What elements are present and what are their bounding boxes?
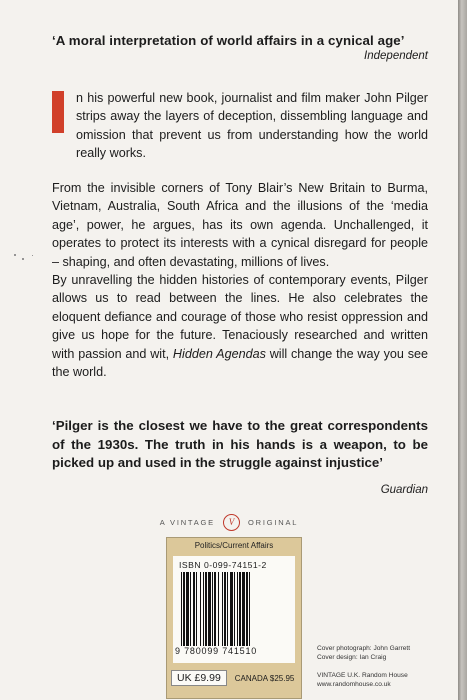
page-edge — [458, 0, 467, 700]
bottom-review-quote: ‘Pilger is the closest we have to the great correspondents of the 1930s. The truth in his hands is a weapon, to be picked up and used in the struggle against injustice’ — [52, 418, 428, 471]
imprint-left: A VINTAGE — [159, 517, 215, 527]
barcode-bar — [237, 572, 238, 646]
barcode-bar — [230, 572, 233, 646]
barcode-digits: 9 780099 741510 — [175, 646, 258, 656]
blurb-paragraph-1: n his powerful new book, journalist and film maker John Pilger strips away the layers of deception, dissembling language and omission that prevent us from understanding how the world really works. — [76, 91, 428, 161]
barcode-bar — [227, 572, 228, 646]
isbn-number: ISBN 0-099-74151-2 — [179, 560, 267, 570]
barcode-bar — [234, 572, 235, 646]
credit-publisher: VINTAGE U.K. Random House — [317, 672, 408, 680]
blurb-paragraph-3 — [52, 271, 428, 381]
barcode-bar — [214, 572, 216, 646]
book-title: Hidden Agendas — [172, 346, 266, 361]
top-quote-source: Independent — [364, 50, 428, 62]
barcode-bar — [242, 572, 245, 646]
price-row — [171, 669, 297, 687]
credit-design: Cover design: Ian Craig — [317, 653, 387, 661]
barcode-bar — [224, 572, 226, 646]
barcode-panel — [173, 556, 295, 663]
barcode-bar — [183, 572, 185, 646]
barcode-label — [166, 537, 302, 699]
price-uk: UK £9.99 — [171, 670, 227, 686]
barcode-bar — [218, 572, 219, 646]
barcode-bar — [200, 572, 201, 646]
barcode-bar — [222, 572, 223, 646]
barcode-bar — [212, 572, 213, 646]
blurb-paragraph-3-end: will change the way you see the world. — [52, 346, 429, 380]
barcode-bar — [186, 572, 189, 646]
imprint-right: ORIGINAL — [248, 517, 299, 527]
barcode-bar — [190, 572, 191, 646]
credit-photo: Cover photograph: John Garrett — [317, 645, 411, 652]
credits-spacer — [317, 662, 457, 672]
category-label: Politics/Current Affairs — [194, 541, 274, 550]
barcode-bar — [239, 572, 241, 646]
barcode-bar — [208, 572, 211, 646]
vintage-logo-icon: V — [223, 514, 240, 531]
print-speck — [22, 258, 24, 260]
top-quote-text: ‘A moral interpretation of world affairs in a cynical age’ — [52, 33, 405, 48]
barcode-bar — [246, 572, 248, 646]
vintage-imprint — [0, 512, 458, 532]
cover-credits — [317, 645, 457, 689]
print-speck — [32, 255, 33, 256]
barcode-bar — [205, 572, 207, 646]
barcode-bar — [181, 572, 182, 646]
print-speck — [14, 254, 16, 256]
barcode-bar — [249, 572, 250, 646]
blurb-paragraph-2: From the invisible corners of Tony Blair’s New Britain to Burma, Vietnam, Australia, South Africa and the illusions of the ‘media age’, power, he argues, has its own agenda. Unchallenged, it operates to protect its interests with a cynical disregard for people – shaping, and often devastating, millions of lives. — [52, 181, 428, 269]
blurb-paragraph-3-main: By unravelling the hidden histories of contemporary events, Pilger allows us to read between the lines. He also celebrates the eloquent defiance and courage of those who resist oppression and give us hope for the future. Tenaciously researched and written with passion and wit, — [52, 273, 428, 361]
barcode-bars — [181, 572, 291, 646]
price-canada: CANADA $25.95 — [234, 673, 295, 683]
barcode-bar — [196, 572, 197, 646]
top-review-quote — [52, 32, 428, 49]
credit-url: www.randomhouse.co.uk — [317, 680, 391, 688]
barcode-bar — [193, 572, 195, 646]
barcode-bar — [203, 572, 204, 646]
bottom-quote-source: Guardian — [380, 484, 428, 496]
